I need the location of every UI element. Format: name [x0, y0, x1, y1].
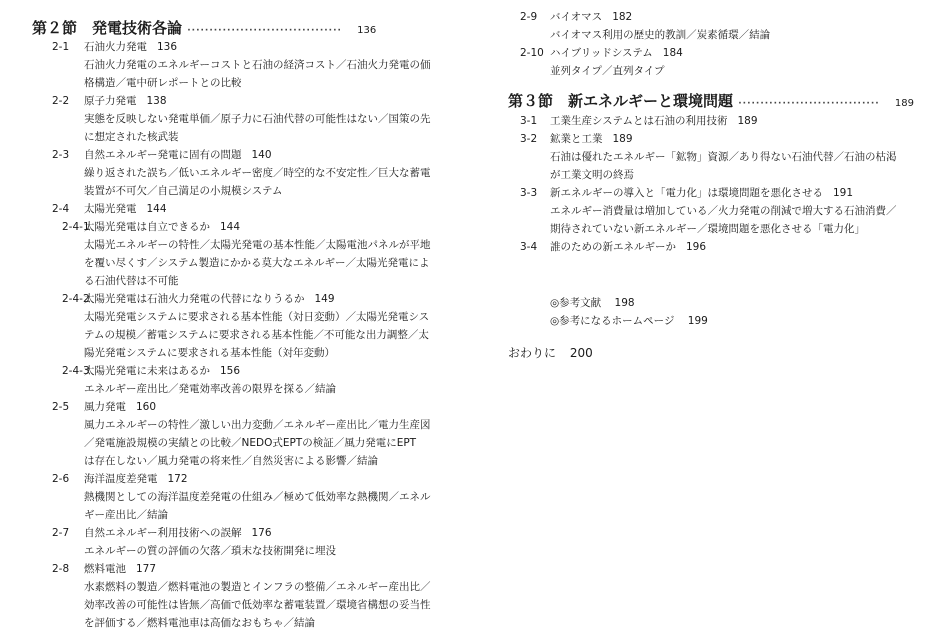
section-title: 自然エネルギー発電に固有の問題: [84, 149, 242, 161]
section-description: は存在しない／風力発電の将来性／自然災害による影響／結論: [84, 455, 378, 467]
ref-entry: [550, 314, 708, 328]
section-heading: [52, 400, 156, 414]
closing-title: おわりに: [508, 346, 557, 360]
section-number: 3-1: [520, 115, 538, 127]
section-page: 144: [146, 203, 167, 215]
section-number: 2-4-2: [62, 293, 90, 305]
section-heading: [62, 364, 240, 378]
leader-dots: ································: [738, 99, 880, 109]
section-number: 2-5: [52, 401, 70, 413]
section-description: エネルギー産出比／発電効率改善の限界を探る／結論: [84, 383, 336, 395]
section-page: 191: [833, 187, 854, 199]
ref-entry: [550, 296, 635, 310]
section-heading: [520, 46, 683, 60]
section-description: 装置が不可欠／自己満足の小規模システム: [84, 185, 283, 197]
section-description: 風力エネルギーの特性／激しい出力変動／エネルギー産出比／電力生産図: [84, 419, 431, 431]
section-page: 182: [612, 11, 633, 23]
section-number: 2-6: [52, 473, 70, 485]
section-description: を覆い尽くす／システム製造にかかる莫大なエネルギー／太陽光発電によ: [84, 257, 430, 269]
section-description: 石油火力発電のエネルギーコストと石油の経済コスト／石油火力発電の価: [84, 59, 431, 71]
section-page: 144: [220, 221, 241, 233]
ref-title: ◎参考文献: [550, 297, 602, 309]
section-description: ／発電施設規模の実績との比較／NEDO式EPTの検証／風力発電にEPT: [84, 437, 417, 449]
section-page: 184: [662, 47, 683, 59]
section-description: 期待されていない新エネルギー／環境問題を悪化させる「電力化」: [550, 223, 865, 235]
section-description: エネルギーの質の評価の欠落／瑣末な技術開発に埋没: [84, 545, 336, 557]
section-page: 138: [146, 95, 167, 107]
section-heading: [520, 132, 633, 146]
section-page: 160: [136, 401, 157, 413]
section-number: 2-4: [52, 203, 70, 215]
section-heading: [520, 240, 706, 254]
section-number: 2-3: [52, 149, 70, 161]
chapter-page: 189: [894, 98, 914, 109]
section-heading: [62, 220, 240, 234]
section-description: 実態を反映しない発電単価／原子力に石油代替の可能性はない／国策の先: [84, 113, 431, 125]
closing-entry: [508, 346, 593, 360]
section-description: 効率改善の可能性は皆無／高価で低効率な蓄電装置／環境省構想の妥当性: [84, 599, 431, 611]
section-heading: [520, 114, 758, 128]
section-description: を評価する／燃料電池車は高価なおもちゃ／結論: [84, 617, 315, 629]
section-description: エネルギー消費量は増加している／火力発電の削減で増大する石油消費／: [550, 205, 897, 217]
section-description: る石油代替は不可能: [84, 275, 179, 287]
section-heading: [62, 292, 335, 306]
section-description: ギー産出比／結論: [84, 509, 168, 521]
section-title: 太陽光発電: [84, 203, 137, 215]
section-description: バイオマス利用の歴史的教訓／炭素循環／結論: [550, 29, 771, 41]
section-heading: [52, 526, 272, 540]
section-description: 太陽光エネルギーの特性／太陽光発電の基本性能／太陽電池パネルが平地: [84, 239, 431, 251]
section-heading: [52, 562, 156, 576]
section-title: 工業生産システムとは石油の利用技術: [550, 115, 728, 127]
section-title: 太陽光発電は自立できるか: [84, 221, 210, 233]
section-description: 並列タイプ／直列タイプ: [550, 65, 665, 77]
section-description: 石油は優れたエネルギー「鉱物」資源／あり得ない石油代替／石油の枯渇: [550, 151, 897, 163]
section-number: 2-1: [52, 41, 70, 53]
section-description: 陽光発電システムに要求される基本性能（対年変動）: [84, 347, 335, 359]
section-description: 格構造／電中研レポートとの比較: [84, 77, 242, 89]
section-description: 繰り返された誤ち／低いエネルギー密度／時空的な不安定性／巨大な蓄電: [84, 167, 431, 179]
chapter-page: 136: [357, 25, 377, 36]
ref-page: 198: [614, 297, 635, 309]
section-number: 2-9: [520, 11, 538, 23]
section-title: 海洋温度差発電: [84, 473, 158, 485]
section-title: 風力発電: [84, 401, 126, 413]
section-title: 新エネルギーの導入と「電力化」は環境問題を悪化させる: [550, 187, 823, 199]
section-number: 3-4: [520, 241, 538, 253]
chapter-3-heading: [508, 91, 914, 114]
section-number: 2-7: [52, 527, 70, 539]
chapter-2-heading: [32, 18, 376, 41]
section-title: 自然エネルギー利用技術への誤解: [84, 527, 242, 539]
section-page: 149: [314, 293, 335, 305]
section-heading: [52, 94, 167, 108]
section-page: 156: [220, 365, 241, 377]
closing-page: 200: [569, 346, 593, 360]
section-title: 石油火力発電: [84, 41, 147, 53]
section-title: 誰のための新エネルギーか: [550, 241, 676, 253]
section-page: 140: [251, 149, 272, 161]
section-title: 鉱業と工業: [550, 133, 603, 145]
section-description: 熱機関としての海洋温度差発電の仕組み／極めて低効率な熱機関／エネル: [84, 491, 431, 503]
section-description: に想定された核武装: [84, 131, 179, 143]
ref-page: 199: [687, 315, 708, 327]
section-page: 172: [167, 473, 188, 485]
section-title: 原子力発電: [84, 95, 137, 107]
section-number: 2-8: [52, 563, 70, 575]
section-number: 2-4-3: [62, 365, 90, 377]
section-title: 太陽光発電に未来はあるか: [84, 365, 210, 377]
section-title: バイオマス: [550, 11, 603, 23]
section-number: 3-3: [520, 187, 538, 199]
section-heading: [52, 40, 177, 54]
section-heading: [520, 10, 632, 24]
section-heading: [52, 202, 167, 216]
section-heading: [520, 186, 853, 200]
leader-dots: ···································: [187, 26, 342, 36]
section-title: 燃料電池: [84, 563, 126, 575]
section-description: 水素燃料の製造／燃料電池の製造とインフラの整備／エネルギー産出比／: [84, 581, 431, 593]
section-number: 2-4-1: [62, 221, 90, 233]
section-heading: [52, 472, 188, 486]
section-page: 189: [612, 133, 633, 145]
section-page: 177: [136, 563, 157, 575]
section-page: 136: [157, 41, 178, 53]
section-title: 太陽光発電は石油火力発電の代替になりうるか: [84, 293, 305, 305]
section-page: 176: [251, 527, 272, 539]
section-title: ハイブリッドシステム: [550, 47, 653, 59]
section-description: 太陽光発電システムに要求される基本性能（対日変動）／太陽光発電シス: [84, 311, 430, 323]
chapter-title: 第３節 新エネルギーと環境問題: [508, 92, 734, 110]
section-page: 196: [686, 241, 707, 253]
section-page: 189: [737, 115, 758, 127]
section-description: テムの規模／蓄電システムに要求される基本性能／不可能な出力調整／太: [84, 329, 429, 341]
ref-title: ◎参考になるホームページ: [550, 315, 675, 327]
section-number: 2-10: [520, 47, 544, 59]
chapter-title: 第２節 発電技術各論: [32, 19, 183, 37]
section-heading: [52, 148, 272, 162]
section-number: 3-2: [520, 133, 538, 145]
section-description: が工業文明の終焉: [550, 169, 634, 181]
section-number: 2-2: [52, 95, 70, 107]
